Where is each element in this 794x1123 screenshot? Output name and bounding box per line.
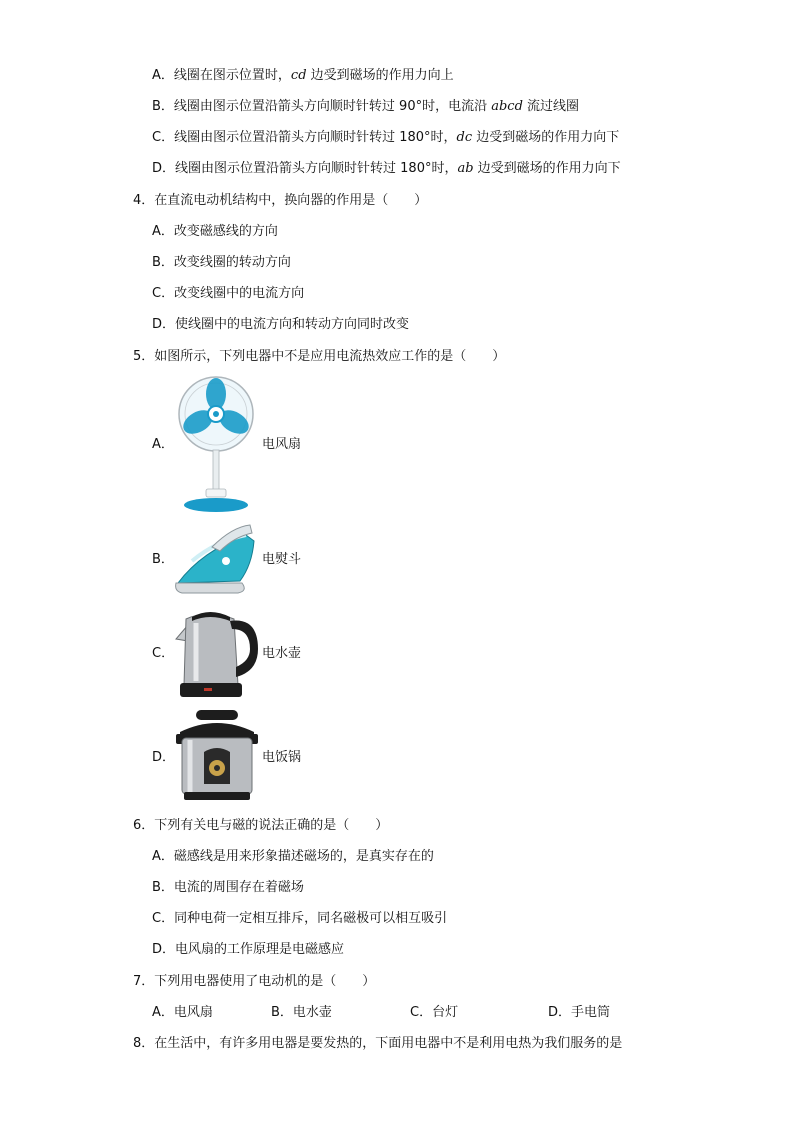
q4-option-c[interactable]: C．改变线圈中的电流方向 [152,286,305,301]
electric-kettle-image [174,605,262,701]
q5-option-c-letter[interactable]: C． [152,646,175,661]
q7-option-b[interactable]: B．电水壶 [271,1005,332,1020]
q5-option-c-label: 电水壶 [262,646,302,661]
q6-option-a[interactable]: A．磁感线是用来形象描述磁场的，是真实存在的 [152,849,434,864]
q7-stem: 7．下列用电器使用了电动机的是（ ） [133,974,376,989]
q7-option-c[interactable]: C．台灯 [410,1005,459,1020]
q7-options-row [0,1005,794,1021]
q5-option-b-letter[interactable]: B． [152,552,174,567]
q6-stem: 6．下列有关电与磁的说法正确的是（ ） [133,818,389,833]
q5-option-b-label: 电熨斗 [262,552,302,567]
q3-option-d[interactable]: D．线圈由图示位置沿箭头方向顺时针转过 180°时，ab 边受到磁场的作用力向下 [152,161,621,176]
q6-option-c[interactable]: C．同种电荷一定相互排斥，同名磁极可以相互吸引 [152,911,448,926]
q6-option-b[interactable]: B．电流的周围存在着磁场 [152,880,304,895]
q5-option-d-label: 电饭锅 [262,750,302,765]
steam-iron-image [172,521,258,597]
q4-option-b[interactable]: B．改变线圈的转动方向 [152,255,291,270]
q5-stem: 5．如图所示，下列电器中不是应用电流热效应工作的是（ ） [133,349,506,364]
q6-option-d[interactable]: D．电风扇的工作原理是电磁感应 [152,942,345,957]
q3-option-b[interactable]: B．线圈由图示位置沿箭头方向顺时针转过 90°时，电流沿 abcd 流过线圈 [152,99,580,114]
q8-stem: 8．在生活中，有许多用电器是要发热的，下面用电器中不是利用电热为我们服务的是 [133,1036,623,1051]
q3-option-c[interactable]: C．线圈由图示位置沿箭头方向顺时针转过 180°时，dc 边受到磁场的作用力向下 [152,130,620,145]
q3-option-a[interactable]: A．线圈在图示位置时，cd 边受到磁场的作用力向上 [152,68,454,83]
q4-stem: 4．在直流电动机结构中，换向器的作用是（ ） [133,193,428,208]
q5-option-a-letter[interactable]: A． [152,437,174,452]
q7-option-d[interactable]: D．手电筒 [548,1005,611,1020]
electric-pressure-cooker-image [174,708,260,804]
q4-option-a[interactable]: A．改变磁感线的方向 [152,224,278,239]
q5-option-a-label: 电风扇 [262,437,302,452]
q7-option-a[interactable]: A．电风扇 [152,1005,213,1020]
q5-option-d-letter[interactable]: D． [152,750,176,765]
electric-fan-image [176,374,256,514]
q4-option-d[interactable]: D．使线圈中的电流方向和转动方向同时改变 [152,317,410,332]
